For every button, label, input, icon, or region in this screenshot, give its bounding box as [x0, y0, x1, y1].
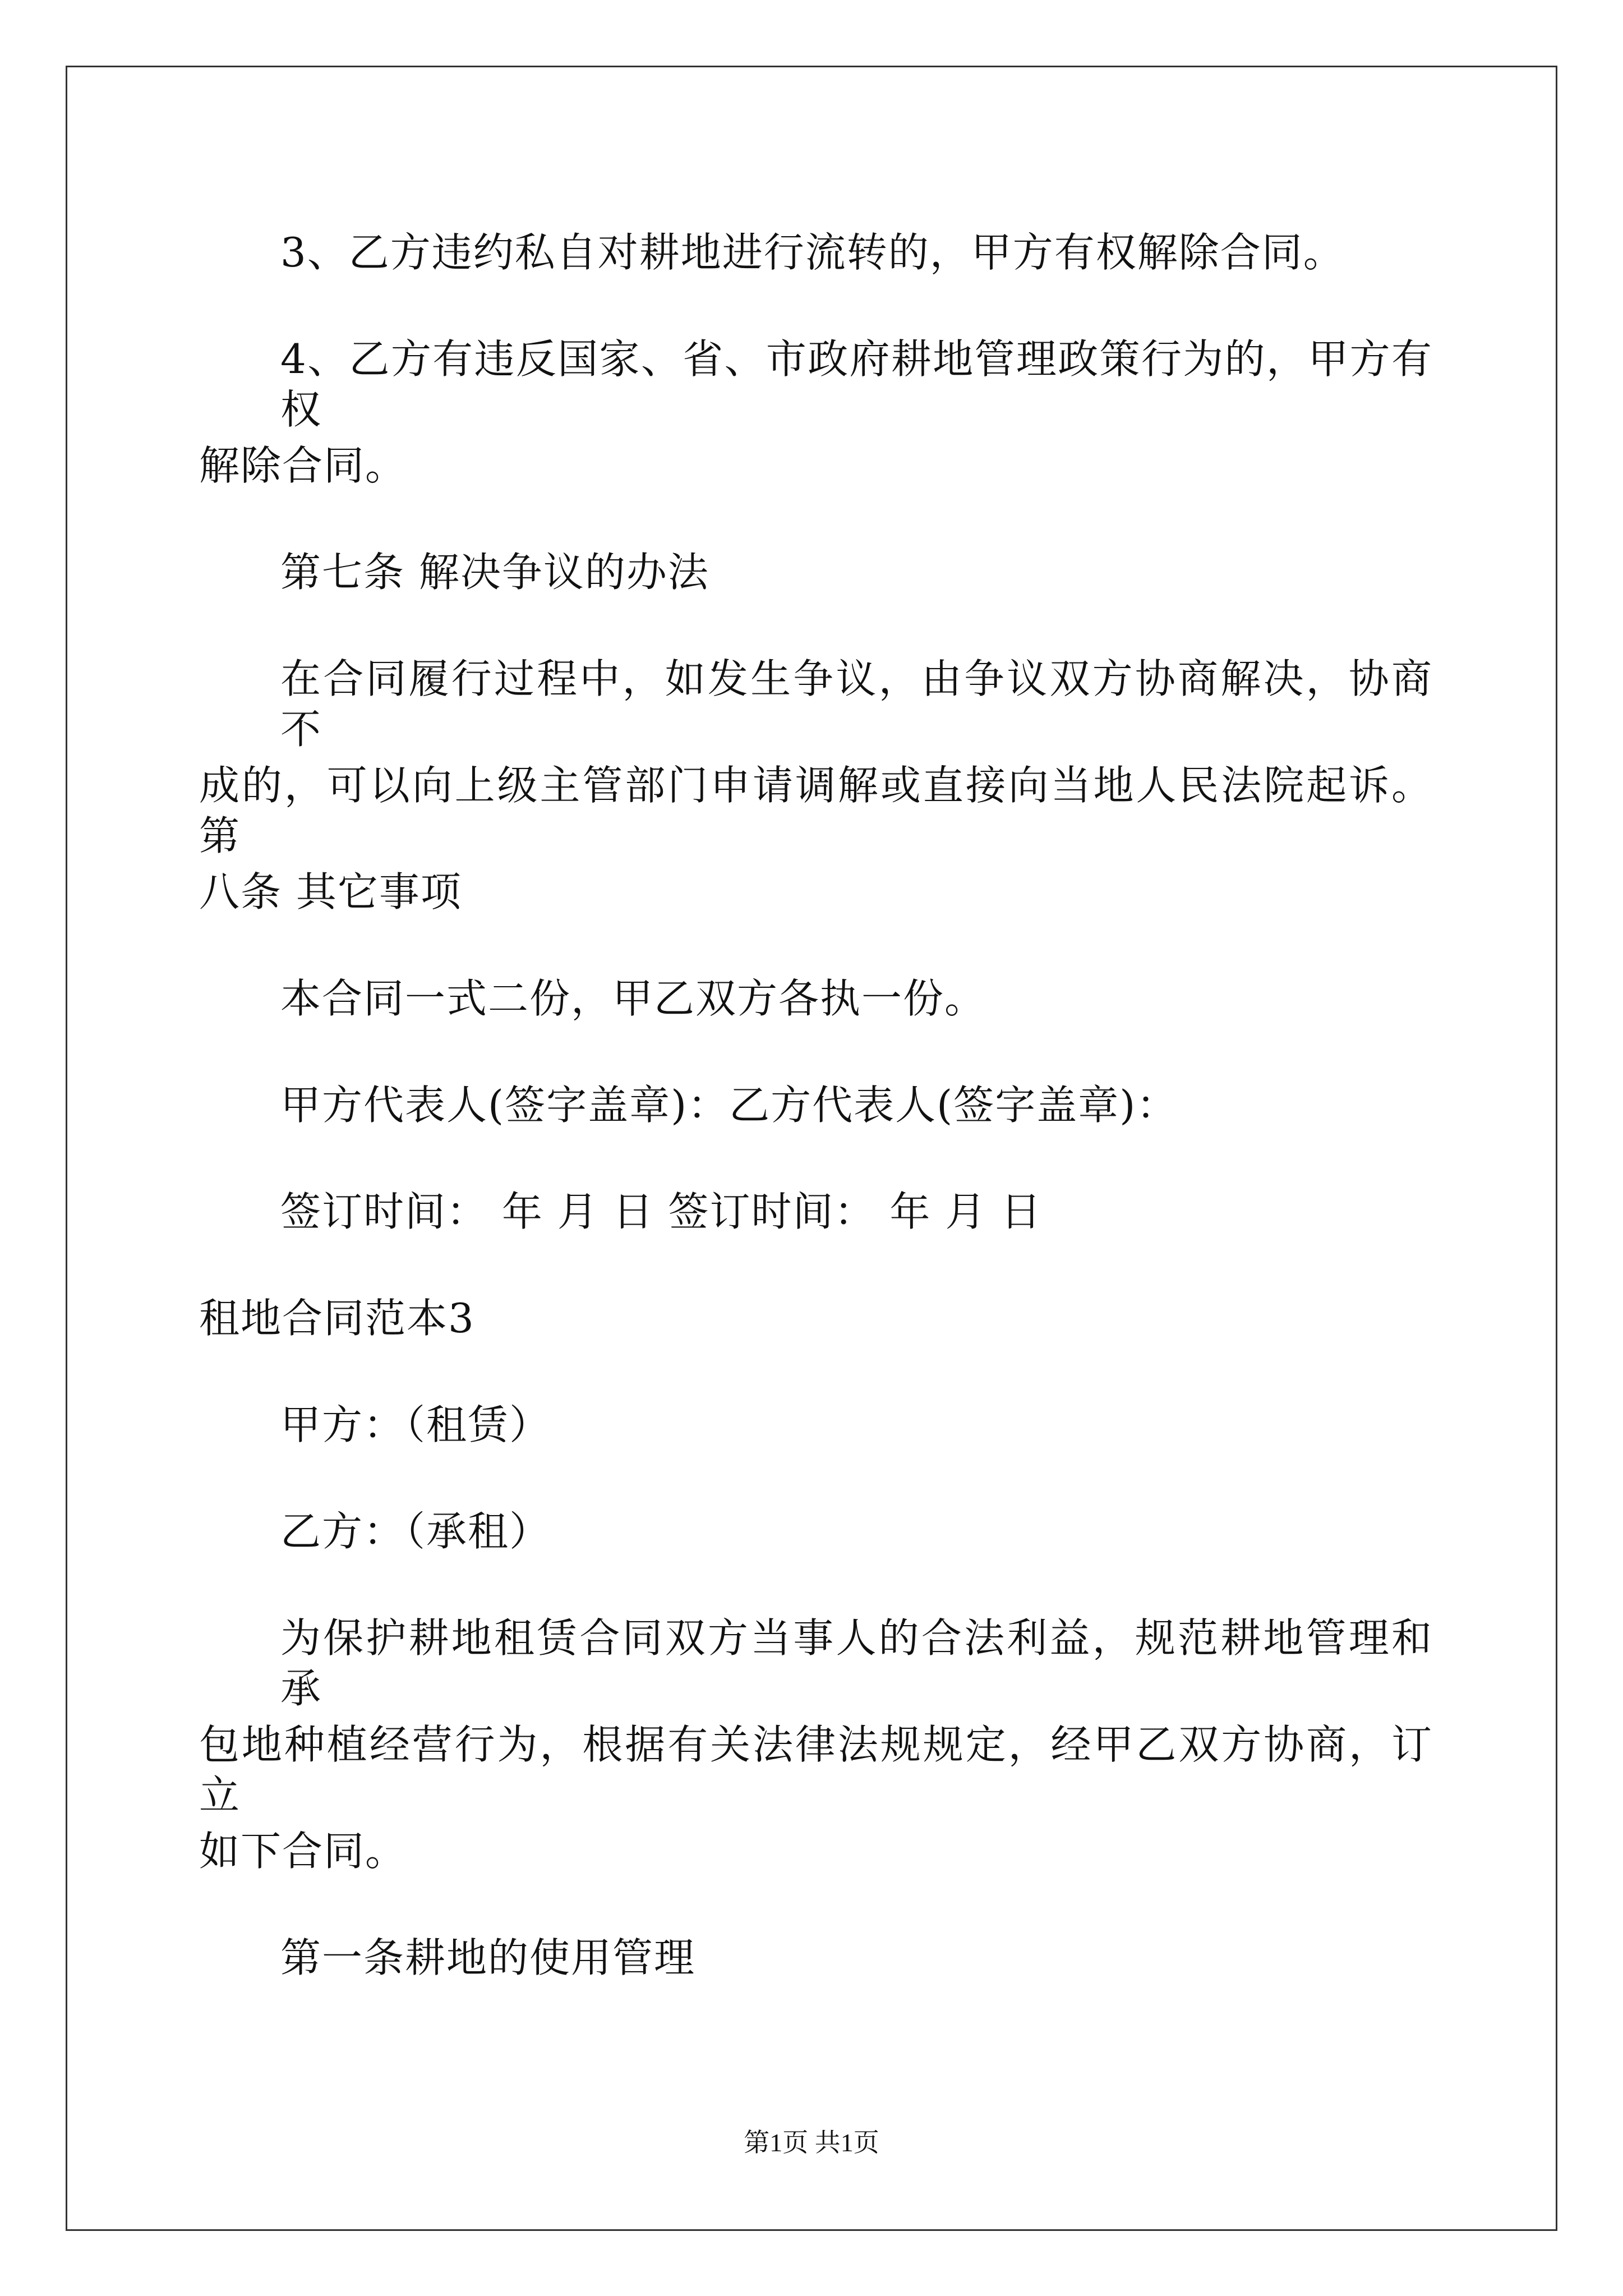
section-heading-article-7: 第七条 解决争议的办法: [280, 549, 709, 596]
text-line-3: 解除合同。: [199, 442, 407, 489]
text-line-1: 3、乙方违约私自对耕地进行流转的，甲方有权解除合同。: [280, 229, 1345, 276]
date-line: 签订时间： 年 月 日 签订时间： 年 月 日: [280, 1188, 1043, 1235]
text-line-5: 在合同履行过程中，如发生争议，由争议双方协商解决，协商不: [280, 655, 1433, 753]
page-footer: 第1页 共1页: [744, 2128, 879, 2157]
text-line-2: 4、乙方有违反国家、省、市政府耕地管理政策行为的，甲方有权: [280, 335, 1433, 433]
section-heading-article-8: 八条 其它事项: [199, 868, 462, 915]
signature-line: 甲方代表人(签字盖章)：乙方代表人(签字盖章)：: [280, 1082, 1178, 1129]
text-line-8: 本合同一式二份，甲乙双方各执一份。: [280, 975, 986, 1022]
party-a-line: 甲方：（租赁）: [280, 1401, 551, 1448]
party-b-line: 乙方：（承租）: [280, 1508, 551, 1555]
text-line-14: 为保护耕地租赁合同双方当事人的合法利益，规范耕地管理和承: [280, 1614, 1433, 1712]
text-line-15: 包地种植经营行为，根据有关法律法规规定，经甲乙双方协商，订立: [199, 1721, 1433, 1819]
text-line-6: 成的，可以向上级主管部门申请调解或直接向当地人民法院起诉。 第: [199, 762, 1433, 859]
text-line-16: 如下合同。: [199, 1828, 407, 1875]
contract-title: 租地合同范本3: [199, 1295, 475, 1342]
section-heading-article-1: 第一条耕地的使用管理: [280, 1934, 696, 1981]
